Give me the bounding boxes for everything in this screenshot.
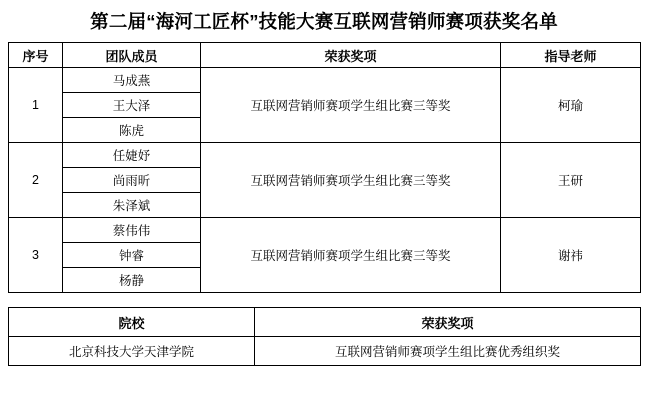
team-member: 尚雨昕 bbox=[63, 168, 201, 193]
row-tutor: 谢祎 bbox=[501, 218, 641, 293]
row-tutor: 柯瑜 bbox=[501, 68, 641, 143]
team-member: 蔡伟伟 bbox=[63, 218, 201, 243]
column-header-org-award: 荣获奖项 bbox=[255, 308, 641, 337]
row-tutor: 王研 bbox=[501, 143, 641, 218]
row-no: 3 bbox=[9, 218, 63, 293]
team-member: 朱泽斌 bbox=[63, 193, 201, 218]
table-header-row bbox=[9, 43, 641, 68]
row-no: 2 bbox=[9, 143, 63, 218]
row-award: 互联网营销师赛项学生组比赛三等奖 bbox=[201, 143, 501, 218]
row-award: 互联网营销师赛项学生组比赛三等奖 bbox=[201, 68, 501, 143]
row-no: 1 bbox=[9, 68, 63, 143]
team-member: 王大泽 bbox=[63, 93, 201, 118]
team-member: 马成燕 bbox=[63, 68, 201, 93]
column-header-tutor: 指导老师 bbox=[501, 43, 641, 68]
table-row bbox=[9, 68, 641, 93]
column-header-team: 团队成员 bbox=[63, 43, 201, 68]
row-award: 互联网营销师赛项学生组比赛三等奖 bbox=[201, 218, 501, 293]
organization-award-table bbox=[8, 307, 641, 366]
award-list-table bbox=[8, 42, 641, 293]
table-header-row bbox=[9, 308, 641, 337]
school-name: 北京科技大学天津学院 bbox=[9, 337, 255, 366]
table-row bbox=[9, 218, 641, 243]
team-member: 任婕妤 bbox=[63, 143, 201, 168]
column-header-school: 院校 bbox=[9, 308, 255, 337]
team-member: 杨静 bbox=[63, 268, 201, 293]
table-row bbox=[9, 337, 641, 366]
table-gap bbox=[8, 293, 640, 307]
team-member: 钟睿 bbox=[63, 243, 201, 268]
column-header-no: 序号 bbox=[9, 43, 63, 68]
school-award: 互联网营销师赛项学生组比赛优秀组织奖 bbox=[255, 337, 641, 366]
team-member: 陈虎 bbox=[63, 118, 201, 143]
page-title: 第二届“海河工匠杯”技能大赛互联网营销师赛项获奖名单 bbox=[90, 11, 558, 32]
column-header-award: 荣获奖项 bbox=[201, 43, 501, 68]
table-row bbox=[9, 143, 641, 168]
